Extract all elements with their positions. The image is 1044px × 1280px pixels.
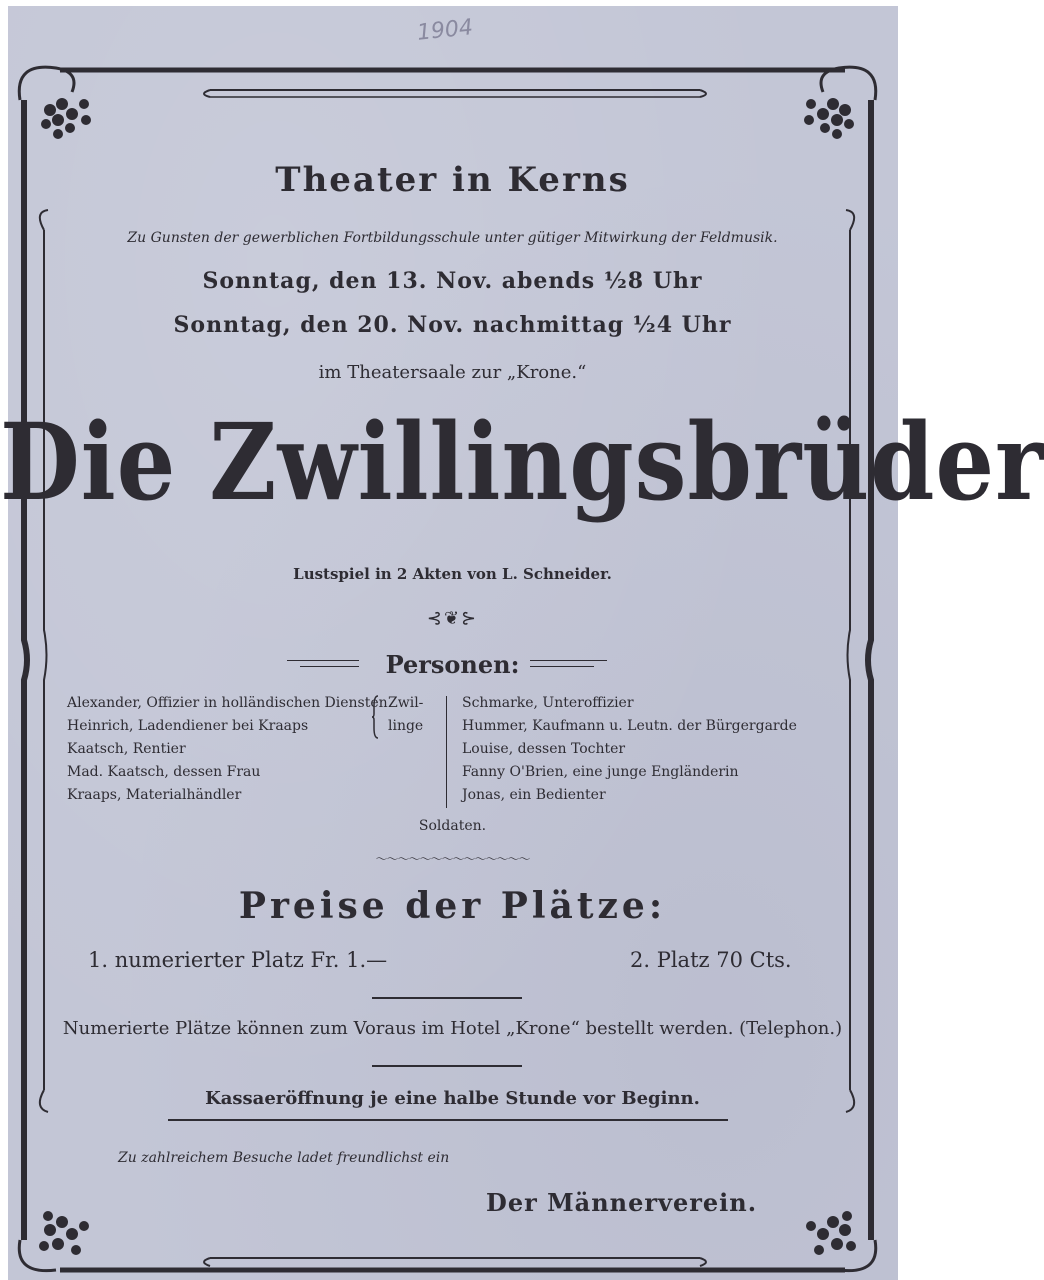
cast-item: Fanny O'Brien, eine junge Engländerin bbox=[462, 764, 739, 780]
cast-item: Alexander, Offizier in holländischen Diensten bbox=[67, 695, 388, 711]
performance-date-2: Sonntag, den 20. Nov. nachmittag ½4 Uhr bbox=[173, 312, 732, 338]
twin-note-line: linge bbox=[388, 718, 424, 734]
wave-divider: ～～～～～～～～～～～～～～ bbox=[375, 852, 530, 866]
cast-column-divider bbox=[446, 696, 447, 808]
play-subtitle: Lustspiel in 2 Akten von L. Schneider. bbox=[293, 565, 612, 583]
flower-cluster-top-right-icon bbox=[804, 98, 854, 139]
cast-list-right bbox=[462, 692, 797, 807]
play-title: Die Zwillingsbrüder bbox=[0, 400, 1044, 525]
cast-item: Jonas, ein Bedienter bbox=[462, 787, 606, 803]
advance-booking-note: Numerierte Plätze können zum Voraus im Hotel „Krone“ bestellt werden. (Telephon.) bbox=[62, 1018, 843, 1039]
personen-rule-right-2 bbox=[530, 666, 594, 667]
venue: im Theatersaale zur „Krone.“ bbox=[318, 362, 587, 383]
twin-note bbox=[388, 692, 423, 738]
cast-item: Schmarke, Unteroffizier bbox=[462, 695, 634, 711]
cast-item: Kaatsch, Rentier bbox=[67, 741, 186, 757]
twin-note-line: Zwil- bbox=[388, 695, 424, 711]
performance-date-1: Sonntag, den 13. Nov. abends ½8 Uhr bbox=[202, 268, 703, 294]
pencil-year-note: 1904 bbox=[415, 15, 475, 46]
benefit-subtitle: Zu Gunsten der gewerblichen Fortbildungsschule unter gütiger Mitwirkung der Feldmusik. bbox=[127, 230, 778, 246]
invitation-text: Zu zahlreichem Besuche ladet freundlichst ein bbox=[118, 1150, 450, 1166]
box-office-underline bbox=[168, 1119, 728, 1121]
organizer-signature: Der Männerverein. bbox=[486, 1188, 758, 1217]
prices-heading: Preise der Plätze: bbox=[238, 885, 667, 927]
cast-list-left bbox=[67, 692, 388, 807]
ornament-divider: ⊰❦⊱ bbox=[426, 608, 479, 629]
cast-heading: Personen: bbox=[385, 650, 520, 679]
soldiers-note: Soldaten. bbox=[418, 818, 487, 834]
flower-cluster-top-left-icon bbox=[41, 98, 91, 139]
cast-item: Louise, dessen Tochter bbox=[462, 741, 626, 757]
flower-cluster-bottom-left-icon bbox=[39, 1211, 89, 1255]
personen-rule-right-1 bbox=[530, 660, 607, 661]
rule-after-prices bbox=[372, 997, 522, 999]
rule-after-booking bbox=[372, 1065, 522, 1067]
poster-title: Theater in Kerns bbox=[275, 160, 630, 200]
price-second-seat: 2. Platz 70 Cts. bbox=[630, 948, 792, 972]
cast-item: Kraaps, Materialhändler bbox=[67, 787, 242, 803]
box-office-note: Kassaeröffnung je eine halbe Stunde vor Beginn. bbox=[205, 1088, 700, 1109]
cast-item: Heinrich, Ladendiener bei Kraaps bbox=[67, 718, 309, 734]
price-first-seat: 1. numerierter Platz Fr. 1.— bbox=[88, 948, 388, 972]
twin-brace-icon bbox=[372, 694, 380, 740]
cast-item: Mad. Kaatsch, dessen Frau bbox=[67, 764, 261, 780]
flower-cluster-bottom-right-icon bbox=[806, 1211, 856, 1255]
cast-item: Hummer, Kaufmann u. Leutn. der Bürgergarde bbox=[462, 718, 797, 734]
